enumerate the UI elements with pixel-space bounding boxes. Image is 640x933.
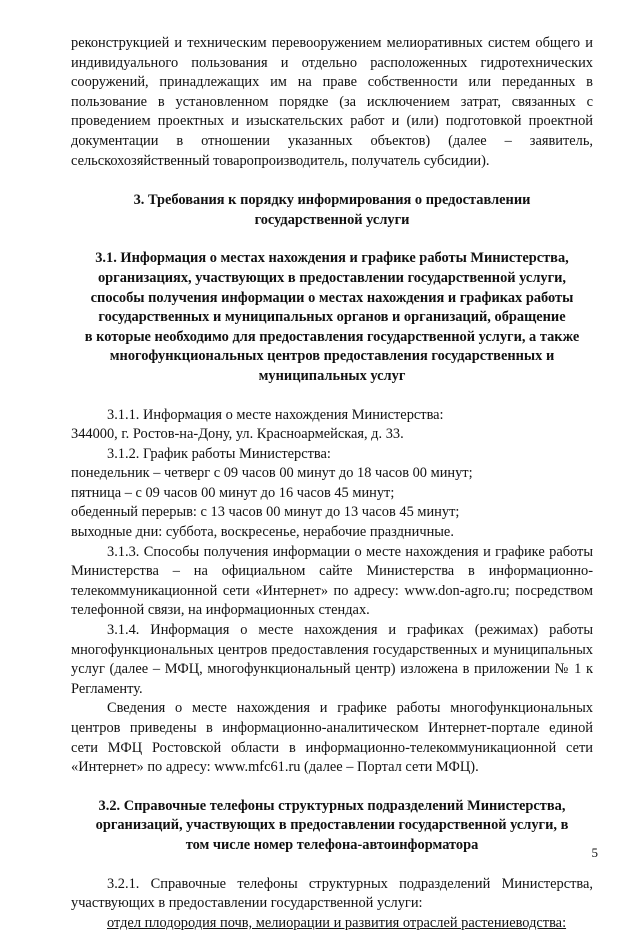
page-number: 5 [591, 845, 598, 860]
intro-line: – заявитель, сельскохозяйственный товаропроизводитель, получатель субсидии). [71, 132, 593, 169]
paragraph-text: работы Министерства – на официальном сайте Министерства в информационно- [71, 543, 593, 580]
paragraph-3-1-4 [71, 621, 593, 699]
paragraph-text: 3.1.3. Способы получения информации о месте нахождения и графике [107, 543, 545, 560]
paragraph-3-1-1 [71, 406, 593, 426]
intro-paragraph [71, 34, 593, 171]
paragraph-3-1-2: 3.1.2. График работы Министерства: [107, 445, 331, 462]
heading-line: 3.1. Информация о местах нахождения и графике работы Министерства, [95, 250, 569, 267]
paragraph-text: «Интернет» по адресу: www.mfc61.ru (далее – Портал сети МФЦ). [71, 759, 479, 776]
paragraph-text: 3.1.1. Информация о месте нахождения Министерства: [107, 406, 444, 423]
paragraph-text: 3.1.4. Информация о месте нахождения и графиках (режимах) работы [107, 622, 593, 639]
paragraph-text: посредством телефонной связи, на информационных стендах. [71, 582, 593, 619]
paragraph-text: центров приведены в информационно-аналитическом Интернет-портале единой [71, 720, 593, 736]
heading-line: организациях, участвующих в предоставлении государственной услуги, [97, 269, 567, 286]
paragraph-text: и муниципальных услуг (далее – МФЦ, многофункциональный центр) изложена [71, 641, 593, 678]
section-3-2-heading [71, 797, 593, 856]
paragraph-text: участвующих в предоставлении государственной услуги: [71, 895, 423, 912]
intro-line: переданных в пользование в установленном порядке (за исключением затрат, [71, 74, 593, 110]
heading-line: 3.2. Справочные телефоны структурных подразделений Министерства, [98, 797, 566, 814]
paragraph-3-2-1 [71, 875, 593, 914]
schedule-line: выходные дни: суббота, воскресенье, нерабочие праздничные. [71, 524, 454, 541]
paragraph-mfc-info [71, 699, 593, 777]
schedule-line: понедельник – четверг с 09 часов 00 минут до 18 часов 00 минут; [71, 465, 473, 482]
paragraph-text: сети МФЦ Ростовской области в информационно-телекоммуникационной сети [71, 739, 593, 756]
heading-line: государственных и муниципальных органов и организаций, обращение [98, 309, 566, 326]
heading-line: 3. Требования к порядку информирования о предоставлении [133, 192, 531, 209]
paragraph-text: 3.2.1. Справочные телефоны структурных подразделений Министерства, [107, 875, 593, 892]
heading-line: том числе номер телефона-автоинформатора [185, 836, 479, 853]
heading-line: организаций, участвующих в предоставлении государственной услуги, в [95, 817, 569, 834]
schedule-line: обеденный перерыв: с 13 часов 00 минут до 13 часов 45 минут; [71, 504, 460, 521]
heading-line: многофункциональных центров предоставления государственных и [109, 348, 555, 365]
paragraph-text: в приложении № 1 к Регламенту. [71, 661, 593, 697]
heading-line: муниципальных услуг [258, 367, 406, 384]
heading-line: в которые необходимо для предоставления государственной услуги, а также [84, 328, 580, 345]
document-page [71, 34, 593, 933]
intro-line: гидротехнических сооружений, принадлежащих им на праве собственности или [71, 54, 593, 91]
paragraph-text: многофункциональных центров предоставления государственных [71, 641, 478, 658]
section-3-heading [71, 191, 593, 230]
intro-line: подготовкой проектной документации в отношении указанных объектов) (далее [71, 113, 593, 149]
intro-line: реконструкцией и техническим перевооружением мелиоративных систем [71, 35, 531, 51]
intro-line: связанных с проведением проектных и изыскательских работ и (или) [71, 93, 593, 130]
paragraph-3-1-3 [71, 543, 593, 621]
heading-line: способы получения информации о местах нахождения и графиках работы [90, 289, 574, 306]
department-line: отдел плодородия почв, мелиорации и развития отраслей растениеводства: [107, 914, 567, 931]
heading-line: государственной услуги [254, 211, 410, 228]
paragraph-text: Сведения о месте нахождения и графике работы многофункциональных [107, 700, 593, 717]
ministry-address: 344000, г. Ростов-на-Дону, ул. Красноармейская, д. 33. [71, 426, 404, 443]
paragraph-text: телекоммуникационной сети «Интернет» по адресу: www.don-agro.ru; [71, 582, 510, 599]
intro-line: общего и индивидуального пользования и отдельно расположенных [71, 35, 593, 71]
section-3-1-heading [71, 249, 593, 386]
schedule-line: пятница – с 09 часов 00 минут до 16 часов 45 минут; [71, 484, 395, 501]
